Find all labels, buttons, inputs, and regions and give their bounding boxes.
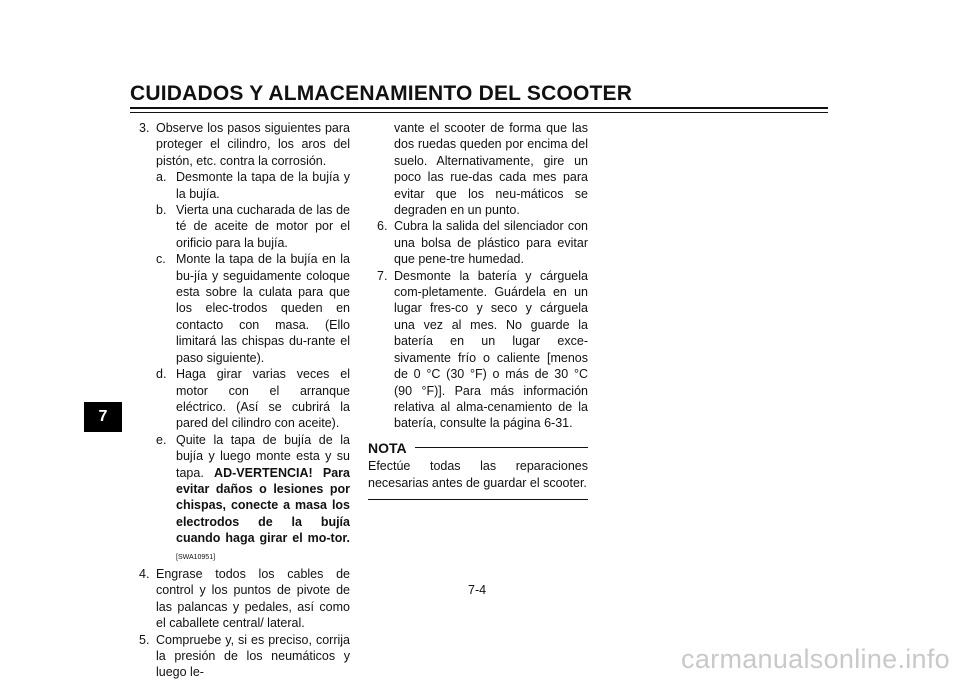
step-number: 4. <box>139 566 150 581</box>
substep-letter: b. <box>156 203 167 218</box>
chapter-tab: 7 <box>84 402 122 432</box>
page-number: 7-4 <box>468 583 487 597</box>
substep-text: Quite la tapa de bujía de la bujía y luego monte esta y su tapa. <box>176 432 350 480</box>
step-text: Compruebe y, si es preciso, corrija la presión de los neumáticos y luego le- <box>156 632 350 680</box>
step-4 <box>130 566 350 632</box>
title-rule-thin <box>130 112 828 113</box>
note-text: Efectúe todas las reparaciones necesarias antes de guardar el scooter. <box>368 459 588 490</box>
watermark: carmanualsonline.info <box>681 644 950 674</box>
step-number: 6. <box>377 219 388 234</box>
warning-code: [SWA10951] <box>176 553 216 561</box>
substep-text: Desmonte la tapa de la bujía y la bujía. <box>176 170 350 201</box>
substep-b <box>130 202 350 251</box>
substep-text: Vierta una cucharada de las de té de aceite de motor por el orificio para la bujía. <box>176 203 350 250</box>
substep-letter: e. <box>156 432 167 447</box>
substep-a <box>130 169 350 202</box>
step-number: 3. <box>139 121 150 135</box>
step-number: 7. <box>377 268 388 283</box>
step-5 <box>130 632 350 681</box>
note-label: NOTA <box>368 439 407 456</box>
note-rule <box>415 447 588 448</box>
step-text: Desmonte la batería y cárguela com-pletamente. Guárdela en un lugar fres-co y seco y cárguela una vez al mes. No guarde la batería en un lugar exce-sivamente frío o caliente [menos de 0 °C (30 °F) o más de 30 °C (90 °F)]. Para más información relativa al alma-cenamiento de la batería, consulte la página 6-31. <box>394 268 588 431</box>
substep-letter: d. <box>156 367 167 382</box>
substep-e <box>130 432 350 566</box>
step-6 <box>368 218 588 267</box>
substep-d <box>130 366 350 432</box>
warning-text: AD-VERTENCIA! Para evitar daños o lesiones por chispas, conecte a masa los electrodos de la bujía cuando haga girar el mo-tor. <box>176 465 350 546</box>
step-text: Engrase todos los cables de control y los puntos de pivote de las palancas y pedales, así como el caballete central/ lateral. <box>156 566 350 631</box>
substep-text: Monte la tapa de la bujía en la bu-jía y seguidamente coloque esta sobre la culata para que los elec-trodos queden en contacto con masa. (Ello limitará las chispas du-rante el paso siguiente). <box>176 252 350 365</box>
step-number: 5. <box>139 632 150 647</box>
substep-c <box>130 251 350 366</box>
step-7 <box>368 268 588 432</box>
note-header <box>368 440 588 456</box>
note-end-rule <box>368 499 588 500</box>
left-column <box>130 120 350 681</box>
substep-letter: a. <box>156 170 167 185</box>
substep-letter: c. <box>156 252 166 267</box>
page-title: CUIDADOS Y ALMACENAMIENTO DEL SCOOTER <box>130 82 633 105</box>
title-rule-thick <box>130 107 828 109</box>
substep-text: Haga girar varias veces el motor con el arranque eléctrico. (Así se cubrirá la pared del cilindro con aceite). <box>176 367 350 431</box>
step-text: Cubra la salida del silenciador con una bolsa de plástico para evitar que pene-tre humedad. <box>394 219 588 267</box>
step-3 <box>130 120 350 169</box>
step-5-continued: vante el scooter de forma que las dos ruedas queden por encima del suelo. Alternativamente, gire un poco las rue-das cada mes para evitar que los neu-máticos se degraden en un punto. <box>394 121 588 218</box>
middle-column <box>368 120 588 500</box>
step-text: Observe los pasos siguientes para proteger el cilindro, los aros del pistón, etc. contra la corrosión. <box>156 121 350 168</box>
